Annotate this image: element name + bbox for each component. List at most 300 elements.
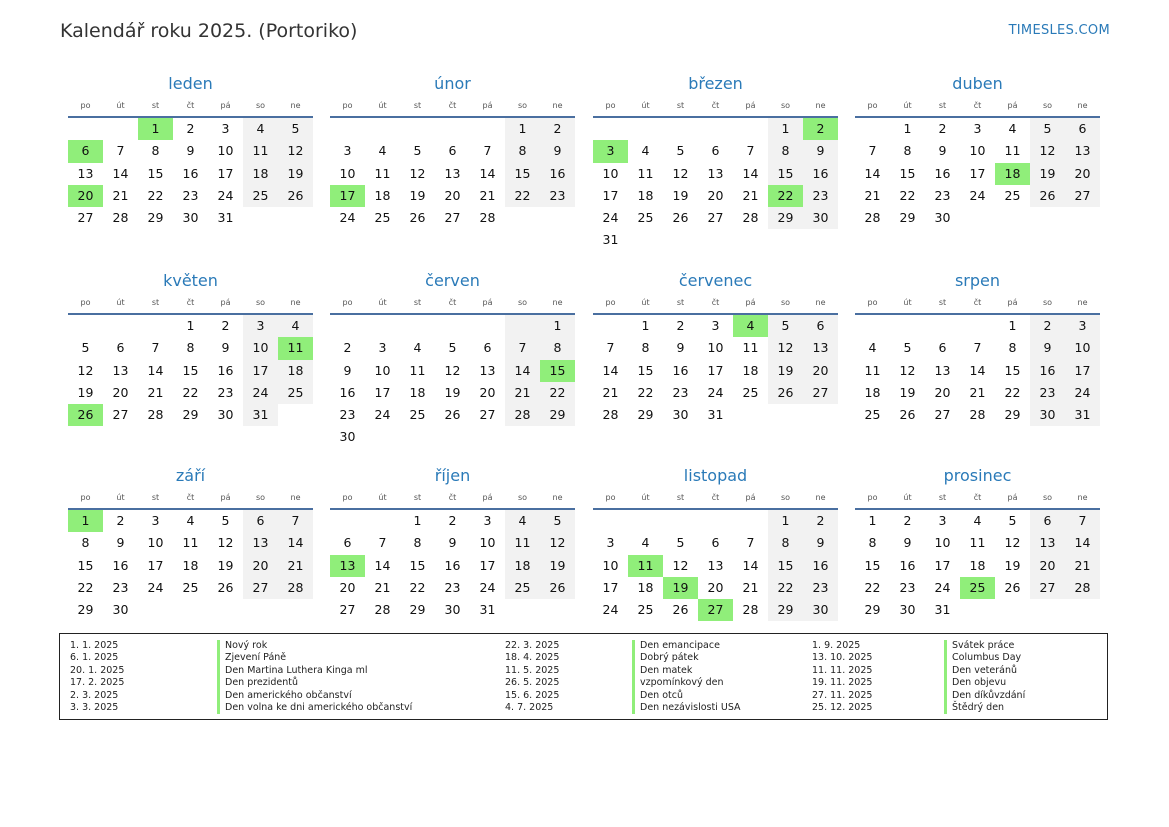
day-cell: 20 — [1065, 163, 1100, 185]
empty-cell — [365, 510, 400, 532]
holiday-day-cell: 25 — [960, 577, 995, 599]
day-cell: 23 — [899, 579, 916, 595]
empty-cell — [435, 315, 470, 337]
day-cell: 11 — [969, 535, 986, 551]
day-cell: 22 — [540, 382, 575, 404]
day-cell: 8 — [151, 143, 160, 159]
weekday-label: pá — [745, 298, 756, 307]
month-calendar — [330, 269, 575, 449]
day-cell: 21 — [374, 579, 391, 595]
weekday-label: út — [641, 101, 650, 110]
day-cell: 15 — [864, 557, 881, 573]
day-cell: 14 — [112, 165, 129, 181]
day-cell: 19 — [899, 384, 916, 400]
empty-cell — [365, 118, 400, 140]
day-cell: 16 — [217, 362, 234, 378]
day-grid — [855, 510, 1100, 621]
day-cell: 12 — [217, 535, 234, 551]
month-name: září — [175, 466, 206, 485]
day-cell: 28 — [742, 602, 759, 618]
weekday-header — [593, 293, 838, 315]
day-cell: 31 — [243, 404, 278, 426]
holiday-day-cell: 26 — [68, 404, 103, 426]
legend-holiday-name: Den nezávislosti USA — [632, 702, 741, 714]
day-cell: 29 — [864, 602, 881, 618]
month-name: červenec — [678, 271, 753, 290]
day-cell: 16 — [803, 555, 838, 577]
day-cell: 22 — [505, 185, 540, 207]
day-cell: 2 — [676, 318, 685, 333]
day-cell: 9 — [1030, 337, 1065, 359]
month-name: leden — [168, 74, 213, 93]
day-cell: 16 — [672, 362, 689, 378]
day-cell: 16 — [934, 165, 951, 181]
weekday-label: so — [255, 493, 266, 502]
day-cell: 6 — [711, 143, 720, 159]
weekday-label: st — [413, 493, 422, 502]
day-cell: 12 — [278, 140, 313, 162]
weekday-label: ne — [552, 101, 563, 110]
day-cell: 25 — [243, 185, 278, 207]
day-cell: 4 — [1008, 121, 1017, 136]
day-cell: 12 — [672, 165, 689, 181]
day-cell: 5 — [676, 535, 685, 551]
weekday-label: st — [938, 298, 947, 307]
weekday-header — [593, 96, 838, 118]
day-cell: 12 — [77, 362, 94, 378]
legend-name-column — [632, 640, 741, 714]
weekday-label: čt — [448, 298, 457, 307]
month-calendar — [330, 72, 575, 229]
weekday-label: st — [938, 493, 947, 502]
holiday-day-cell: 4 — [733, 315, 768, 337]
day-cell: 28 — [742, 210, 759, 226]
day-cell: 8 — [505, 140, 540, 162]
day-cell: 27 — [479, 407, 496, 423]
day-cell: 2 — [186, 121, 195, 136]
day-cell: 7 — [973, 340, 982, 356]
weekday-label: pá — [220, 298, 231, 307]
legend-date-column — [812, 640, 872, 714]
day-cell: 12 — [540, 532, 575, 554]
day-cell: 6 — [803, 315, 838, 337]
weekday-label: so — [1042, 101, 1053, 110]
weekday-label: pá — [1007, 101, 1018, 110]
weekday-label: po — [342, 493, 353, 502]
legend-holiday-name: Den Martina Luthera Kinga ml — [217, 665, 412, 677]
day-cell: 12 — [444, 362, 461, 378]
day-cell: 2 — [343, 340, 352, 356]
weekday-label: so — [255, 101, 266, 110]
legend-holiday-name: Den volna ke dni amerického občanství — [217, 702, 412, 714]
weekday-header — [855, 488, 1100, 510]
day-cell: 10 — [243, 337, 278, 359]
day-cell: 13 — [112, 362, 129, 378]
weekday-label: pá — [220, 493, 231, 502]
legend-holiday-name: vzpomínkový den — [632, 677, 741, 689]
day-cell: 9 — [221, 340, 230, 356]
day-grid — [68, 118, 313, 229]
day-cell: 7 — [606, 340, 615, 356]
day-cell: 15 — [505, 163, 540, 185]
day-cell: 8 — [413, 535, 422, 551]
day-cell: 25 — [864, 407, 881, 423]
empty-cell — [698, 118, 733, 140]
day-cell: 14 — [742, 557, 759, 573]
day-grid — [330, 510, 575, 621]
empty-cell — [593, 118, 628, 140]
day-cell: 9 — [116, 535, 125, 551]
empty-cell — [698, 510, 733, 532]
holiday-day-cell: 11 — [278, 337, 313, 359]
day-cell: 13 — [77, 165, 94, 181]
weekday-label: so — [780, 493, 791, 502]
month-name: srpen — [954, 271, 1001, 290]
day-cell: 27 — [444, 210, 461, 226]
day-cell: 9 — [343, 362, 352, 378]
day-cell: 4 — [868, 340, 877, 356]
day-cell: 14 — [505, 360, 540, 382]
legend-date: 11. 11. 2025 — [812, 664, 873, 676]
day-cell: 28 — [147, 407, 164, 423]
legend-date: 19. 11. 2025 — [812, 677, 873, 689]
day-grid — [593, 118, 838, 252]
day-cell: 19 — [217, 557, 234, 573]
day-cell: 15 — [182, 362, 199, 378]
day-cell: 11 — [374, 165, 391, 181]
weekday-label: po — [80, 298, 91, 307]
day-cell: 4 — [243, 118, 278, 140]
empty-cell — [435, 118, 470, 140]
day-cell: 7 — [483, 143, 492, 159]
legend-holiday-name: Dobrý pátek — [632, 652, 741, 664]
day-cell: 20 — [1030, 555, 1065, 577]
weekday-label: út — [378, 493, 387, 502]
legend-holiday-name: Columbus Day — [944, 652, 1025, 664]
day-cell: 28 — [278, 577, 313, 599]
day-cell: 4 — [278, 315, 313, 337]
day-cell: 27 — [112, 407, 129, 423]
weekday-label: so — [780, 101, 791, 110]
day-grid — [855, 118, 1100, 229]
month-calendar — [68, 464, 313, 621]
day-cell: 2 — [448, 513, 457, 528]
weekday-label: so — [1042, 298, 1053, 307]
legend-holiday-name: Nový rok — [217, 640, 412, 652]
weekday-header — [330, 96, 575, 118]
weekday-label: po — [80, 101, 91, 110]
day-cell: 29 — [540, 404, 575, 426]
weekday-header — [68, 293, 313, 315]
day-cell: 3 — [606, 535, 615, 551]
day-cell: 16 — [803, 163, 838, 185]
day-cell: 21 — [479, 187, 496, 203]
weekday-header — [593, 488, 838, 510]
weekday-label: so — [780, 298, 791, 307]
legend-holiday-name: Svátek práce — [944, 640, 1025, 652]
day-cell: 3 — [973, 121, 982, 136]
day-cell: 30 — [1030, 404, 1065, 426]
day-cell: 11 — [505, 532, 540, 554]
day-cell: 1 — [505, 118, 540, 140]
weekday-label: čt — [448, 493, 457, 502]
day-cell: 15 — [77, 557, 94, 573]
day-cell: 17 — [217, 165, 234, 181]
day-cell: 22 — [409, 579, 426, 595]
day-grid — [855, 315, 1100, 426]
day-cell: 23 — [803, 577, 838, 599]
day-cell: 20 — [112, 384, 129, 400]
day-cell: 18 — [637, 579, 654, 595]
empty-cell — [103, 118, 138, 140]
day-cell: 27 — [803, 382, 838, 404]
page-title: Kalendář roku 2025. (Portoriko) — [60, 20, 358, 42]
day-cell: 8 — [1008, 340, 1017, 356]
day-cell: 13 — [479, 362, 496, 378]
day-cell: 14 — [1065, 532, 1100, 554]
holiday-legend — [59, 633, 1108, 720]
weekday-label: so — [517, 101, 528, 110]
weekday-label: út — [903, 298, 912, 307]
holiday-day-cell: 20 — [68, 185, 103, 207]
day-cell: 29 — [409, 602, 426, 618]
day-cell: 22 — [182, 384, 199, 400]
day-cell: 6 — [448, 143, 457, 159]
day-cell: 30 — [444, 602, 461, 618]
day-cell: 14 — [374, 557, 391, 573]
weekday-label: ne — [290, 298, 301, 307]
legend-date: 3. 3. 2025 — [70, 702, 119, 714]
weekday-label: pá — [482, 298, 493, 307]
legend-date: 11. 5. 2025 — [505, 664, 560, 676]
legend-holiday-name: Štědrý den — [944, 702, 1025, 714]
day-cell: 8 — [81, 535, 90, 551]
day-cell: 17 — [1065, 360, 1100, 382]
holiday-day-cell: 17 — [330, 185, 365, 207]
day-cell: 24 — [147, 579, 164, 595]
day-cell: 23 — [339, 407, 356, 423]
weekday-label: ne — [815, 101, 826, 110]
day-cell: 30 — [672, 407, 689, 423]
day-cell: 11 — [1004, 143, 1021, 159]
day-cell: 12 — [1030, 140, 1065, 162]
day-cell: 18 — [243, 163, 278, 185]
legend-date: 2. 3. 2025 — [70, 689, 119, 701]
day-cell: 20 — [803, 360, 838, 382]
day-cell: 12 — [899, 362, 916, 378]
month-calendar — [593, 464, 838, 621]
legend-date: 1. 9. 2025 — [812, 640, 861, 651]
weekday-label: st — [413, 298, 422, 307]
weekday-header — [330, 488, 575, 510]
legend-date-column — [70, 640, 124, 714]
day-cell: 16 — [182, 165, 199, 181]
weekday-header — [855, 96, 1100, 118]
day-cell: 19 — [540, 555, 575, 577]
day-cell: 25 — [182, 579, 199, 595]
weekday-label: čt — [973, 493, 982, 502]
day-cell: 7 — [278, 510, 313, 532]
day-cell: 26 — [768, 382, 803, 404]
day-cell: 26 — [899, 407, 916, 423]
day-cell: 9 — [186, 143, 195, 159]
day-cell: 23 — [803, 185, 838, 207]
day-cell: 29 — [182, 407, 199, 423]
day-cell: 10 — [147, 535, 164, 551]
day-cell: 23 — [217, 384, 234, 400]
day-cell: 20 — [934, 384, 951, 400]
day-cell: 15 — [147, 165, 164, 181]
legend-holiday-name: Den amerického občanství — [217, 690, 412, 702]
day-cell: 9 — [676, 340, 685, 356]
brand-link[interactable]: TIMESLES.COM — [1008, 23, 1110, 38]
day-cell: 20 — [243, 555, 278, 577]
day-cell: 27 — [1065, 185, 1100, 207]
day-cell: 7 — [151, 340, 160, 356]
day-cell: 1 — [186, 318, 195, 333]
day-cell: 4 — [505, 510, 540, 532]
day-cell: 25 — [742, 384, 759, 400]
legend-date: 25. 12. 2025 — [812, 702, 873, 714]
month-name: únor — [434, 74, 471, 93]
day-cell: 10 — [969, 143, 986, 159]
weekday-label: ne — [815, 493, 826, 502]
day-cell: 8 — [186, 340, 195, 356]
day-cell: 5 — [1030, 118, 1065, 140]
day-cell: 25 — [505, 577, 540, 599]
empty-cell — [890, 315, 925, 337]
day-cell: 29 — [637, 407, 654, 423]
day-cell: 17 — [707, 362, 724, 378]
day-cell: 13 — [934, 362, 951, 378]
weekday-label: ne — [1077, 298, 1088, 307]
weekday-label: po — [867, 101, 878, 110]
empty-cell — [470, 118, 505, 140]
day-cell: 19 — [77, 384, 94, 400]
day-cell: 11 — [243, 140, 278, 162]
weekday-label: ne — [290, 101, 301, 110]
empty-cell — [628, 118, 663, 140]
day-cell: 27 — [339, 602, 356, 618]
empty-cell — [330, 510, 365, 532]
day-cell: 9 — [903, 535, 912, 551]
day-cell: 29 — [1004, 407, 1021, 423]
day-cell: 3 — [1065, 315, 1100, 337]
day-cell: 30 — [217, 407, 234, 423]
day-cell: 20 — [444, 187, 461, 203]
day-cell: 26 — [672, 602, 689, 618]
day-cell: 23 — [672, 384, 689, 400]
day-cell: 13 — [243, 532, 278, 554]
weekday-label: út — [641, 298, 650, 307]
day-cell: 9 — [938, 143, 947, 159]
legend-name-column — [944, 640, 1025, 714]
day-cell: 11 — [182, 535, 199, 551]
day-cell: 18 — [505, 555, 540, 577]
day-cell: 21 — [112, 187, 129, 203]
weekday-label: pá — [745, 493, 756, 502]
day-cell: 28 — [1065, 577, 1100, 599]
weekday-label: ne — [552, 493, 563, 502]
weekday-label: čt — [711, 493, 720, 502]
day-cell: 6 — [116, 340, 125, 356]
empty-cell — [330, 315, 365, 337]
day-cell: 2 — [903, 513, 912, 528]
month-calendar — [593, 72, 838, 252]
day-cell: 26 — [278, 185, 313, 207]
day-cell: 29 — [899, 210, 916, 226]
day-cell: 3 — [243, 315, 278, 337]
empty-cell — [733, 510, 768, 532]
day-cell: 7 — [868, 143, 877, 159]
day-cell: 7 — [1065, 510, 1100, 532]
legend-holiday-name: Den otců — [632, 690, 741, 702]
day-cell: 21 — [864, 187, 881, 203]
legend-date: 15. 6. 2025 — [505, 689, 560, 701]
day-cell: 10 — [339, 165, 356, 181]
day-cell: 5 — [221, 513, 230, 528]
day-cell: 13 — [444, 165, 461, 181]
day-cell: 25 — [278, 382, 313, 404]
weekday-label: čt — [186, 298, 195, 307]
weekday-label: po — [342, 101, 353, 110]
month-calendar — [855, 464, 1100, 621]
holiday-day-cell: 11 — [628, 555, 663, 577]
day-cell: 1 — [768, 510, 803, 532]
weekday-label: čt — [973, 298, 982, 307]
weekday-label: so — [255, 298, 266, 307]
day-cell: 1 — [903, 121, 912, 136]
day-cell: 18 — [278, 360, 313, 382]
day-cell: 23 — [112, 579, 129, 595]
month-name: červen — [425, 271, 480, 290]
day-cell: 4 — [641, 535, 650, 551]
day-cell: 6 — [343, 535, 352, 551]
legend-holiday-name: Den matek — [632, 665, 741, 677]
day-cell: 17 — [934, 557, 951, 573]
day-cell: 17 — [602, 579, 619, 595]
month-calendar — [593, 269, 838, 426]
weekday-label: út — [116, 101, 125, 110]
month-calendar — [855, 72, 1100, 229]
day-cell: 9 — [540, 140, 575, 162]
day-cell: 19 — [409, 187, 426, 203]
weekday-label: čt — [448, 101, 457, 110]
day-cell: 11 — [864, 362, 881, 378]
day-cell: 25 — [1004, 187, 1021, 203]
day-cell: 18 — [374, 187, 391, 203]
empty-cell — [400, 118, 435, 140]
day-cell: 16 — [899, 557, 916, 573]
day-cell: 30 — [339, 429, 356, 445]
day-cell: 18 — [409, 384, 426, 400]
day-cell: 2 — [938, 121, 947, 136]
day-cell: 26 — [540, 577, 575, 599]
day-cell: 14 — [742, 165, 759, 181]
day-cell: 10 — [934, 535, 951, 551]
day-cell: 11 — [742, 340, 759, 356]
day-cell: 13 — [1030, 532, 1065, 554]
legend-date: 18. 4. 2025 — [505, 652, 560, 664]
weekday-label: čt — [973, 101, 982, 110]
day-cell: 22 — [1004, 384, 1021, 400]
day-cell: 30 — [803, 599, 838, 621]
empty-cell — [470, 315, 505, 337]
weekday-label: út — [116, 298, 125, 307]
day-cell: 12 — [672, 557, 689, 573]
day-cell: 7 — [746, 535, 755, 551]
weekday-label: po — [342, 298, 353, 307]
